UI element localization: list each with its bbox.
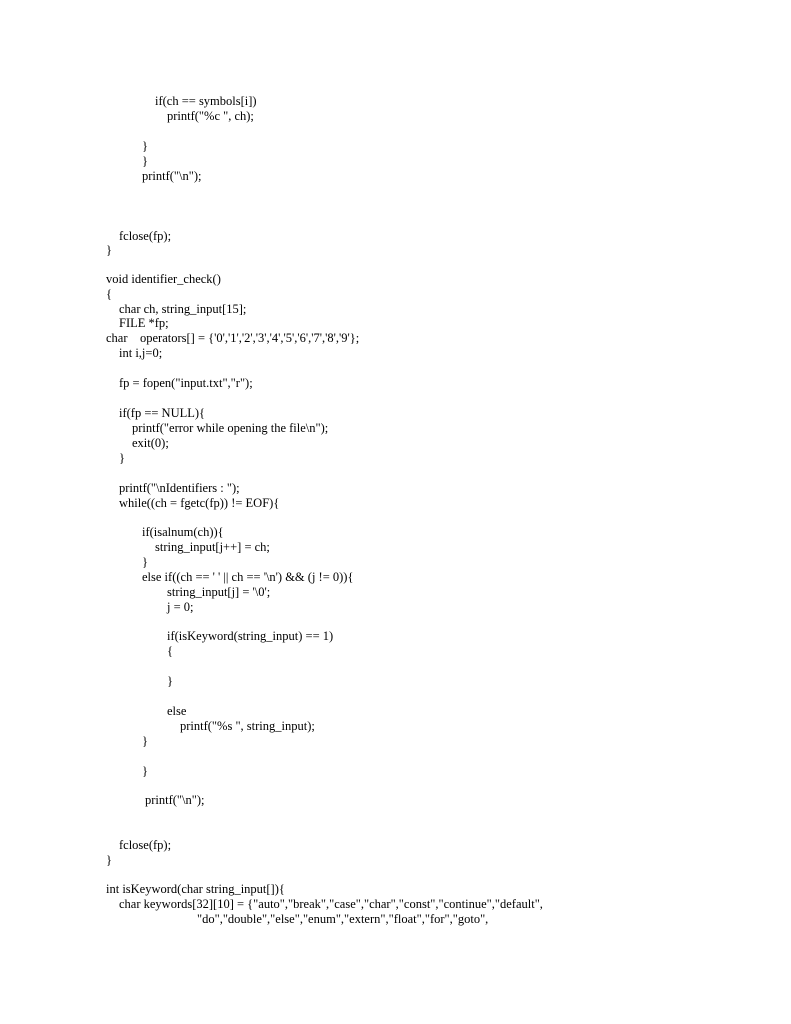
code-line: else	[167, 704, 187, 718]
code-line: string_input[j] = '\0';	[167, 585, 271, 599]
code-line: {	[167, 644, 173, 658]
code-line: int i,j=0;	[119, 346, 163, 360]
code-line: }	[142, 154, 148, 168]
code-line: void identifier_check()	[106, 272, 221, 286]
code-line: int isKeyword(char string_input[]){	[106, 882, 285, 896]
code-line: exit(0);	[132, 436, 169, 450]
code-line: }	[119, 451, 125, 465]
code-line: }	[106, 243, 112, 257]
code-line: if(ch == symbols[i])	[155, 94, 257, 108]
code-line: if(isalnum(ch)){	[142, 525, 224, 539]
code-line: if(isKeyword(string_input) == 1)	[167, 629, 334, 643]
code-line: j = 0;	[167, 600, 194, 614]
code-line: printf("%s ", string_input);	[180, 719, 315, 733]
code-line: }	[142, 555, 148, 569]
code-line: printf("\nIdentifiers : ");	[119, 481, 240, 495]
code-line: printf("%c ", ch);	[167, 109, 254, 123]
code-line: FILE *fp;	[119, 316, 169, 330]
code-line: fp = fopen("input.txt","r");	[119, 376, 253, 390]
code-line: else if((ch == ' ' || ch == '\n') && (j != 0)){	[142, 570, 354, 584]
code-line: }	[167, 674, 173, 688]
code-line: }	[142, 764, 148, 778]
code-line: printf("\n");	[142, 169, 202, 183]
code-line: char operators[] = {'0','1','2','3','4','5','6','7','8','9'};	[106, 331, 360, 345]
code-line: while((ch = fgetc(fp)) != EOF){	[119, 496, 280, 510]
code-line: }	[106, 853, 112, 867]
code-line: }	[142, 734, 148, 748]
code-line: {	[106, 287, 112, 301]
code-line: printf("error while opening the file\n");	[132, 421, 329, 435]
code-line: if(fp == NULL){	[119, 406, 206, 420]
code-line: string_input[j++] = ch;	[155, 540, 270, 554]
code-line: fclose(fp);	[119, 838, 172, 852]
code-line: char keywords[32][10] = {"auto","break","case","char","const","continue","default",	[119, 897, 543, 911]
code-line: fclose(fp);	[119, 229, 172, 243]
code-line: char ch, string_input[15];	[119, 302, 247, 316]
code-line: printf("\n");	[145, 793, 205, 807]
code-line: }	[142, 139, 148, 153]
code-line: "do","double","else","enum","extern","float","for","goto",	[197, 912, 489, 926]
